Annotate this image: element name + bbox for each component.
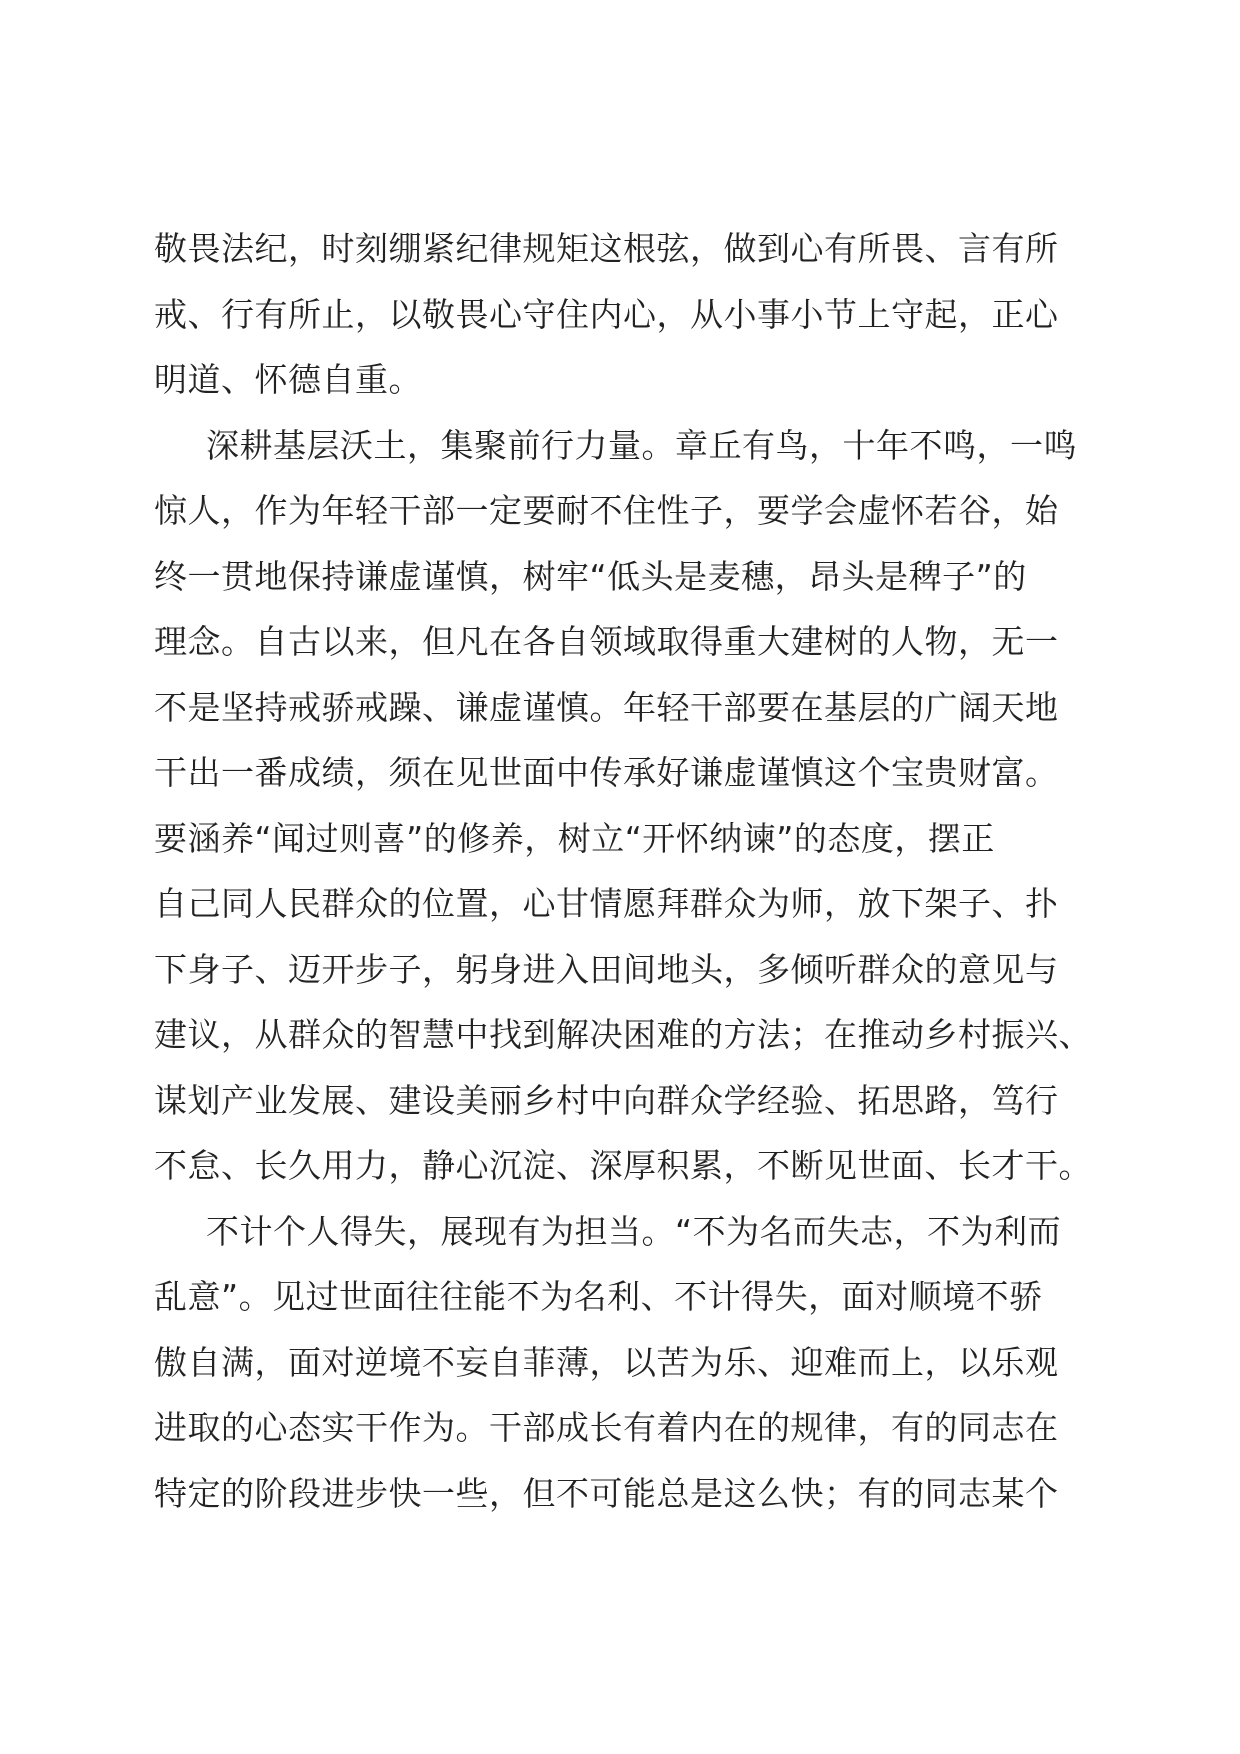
text-line: 明道、怀德自重。 [154, 360, 422, 399]
text-line: 建议，从群众的智慧中找到解决困难的方法；在推动乡村振兴、 [154, 1015, 1092, 1054]
text-line: 终一贯地保持谦虚谨慎，树牢“低头是麦穗，昂头是稗子”的 [154, 556, 1027, 596]
body-text [154, 216, 1092, 1526]
text-line: 自己同人民群众的位置，心甘情愿拜群众为师，放下架子、扑 [154, 884, 1059, 923]
text-line: 乱意”。见过世面往往能不为名利、不计得失，面对顺境不骄 [154, 1277, 1043, 1316]
text-line: 干出一番成绩，须在见世面中传承好谦虚谨慎这个宝贵财富。 [154, 753, 1059, 792]
text-line: 戒、行有所止，以敬畏心守住内心，从小事小节上守起，正心 [154, 294, 1059, 334]
text-line: 惊人，作为年轻干部一定要耐不住性子，要学会虚怀若谷，始 [154, 491, 1059, 530]
text-line: 下身子、迈开步子，躬身进入田间地头，多倾听群众的意见与 [154, 949, 1059, 989]
text-line: 不是坚持戒骄戒躁、谦虚谨慎。年轻干部要在基层的广阔天地 [154, 687, 1059, 727]
text-line: 傲自满，面对逆境不妄自菲薄，以苦为乐、迎难而上，以乐观 [154, 1342, 1059, 1382]
text-line: 进取的心态实干作为。干部成长有着内在的规律，有的同志在 [154, 1408, 1059, 1447]
text-line: 理念。自古以来，但凡在各自领域取得重大建树的人物，无一 [154, 622, 1059, 661]
paragraph-start-line: 深耕基层沃土，集聚前行力量。章丘有鸟，十年不鸣，一鸣 [206, 425, 1077, 465]
text-line: 敬畏法纪，时刻绷紧纪律规矩这根弦，做到心有所畏、言有所 [154, 229, 1059, 268]
text-line: 谋划产业发展、建设美丽乡村中向群众学经验、拓思路，笃行 [154, 1080, 1059, 1120]
text-line: 特定的阶段进步快一些，但不可能总是这么快；有的同志某个 [154, 1473, 1059, 1513]
text-line: 不怠、长久用力，静心沉淀、深厚积累，不断见世面、长才干。 [154, 1146, 1092, 1185]
paragraph-start-line: 不计个人得失，展现有为担当。“不为名而失志，不为利而 [206, 1211, 1062, 1251]
text-line: 要涵养“闻过则喜”的修养，树立“开怀纳谏”的态度，摆正 [154, 818, 995, 858]
